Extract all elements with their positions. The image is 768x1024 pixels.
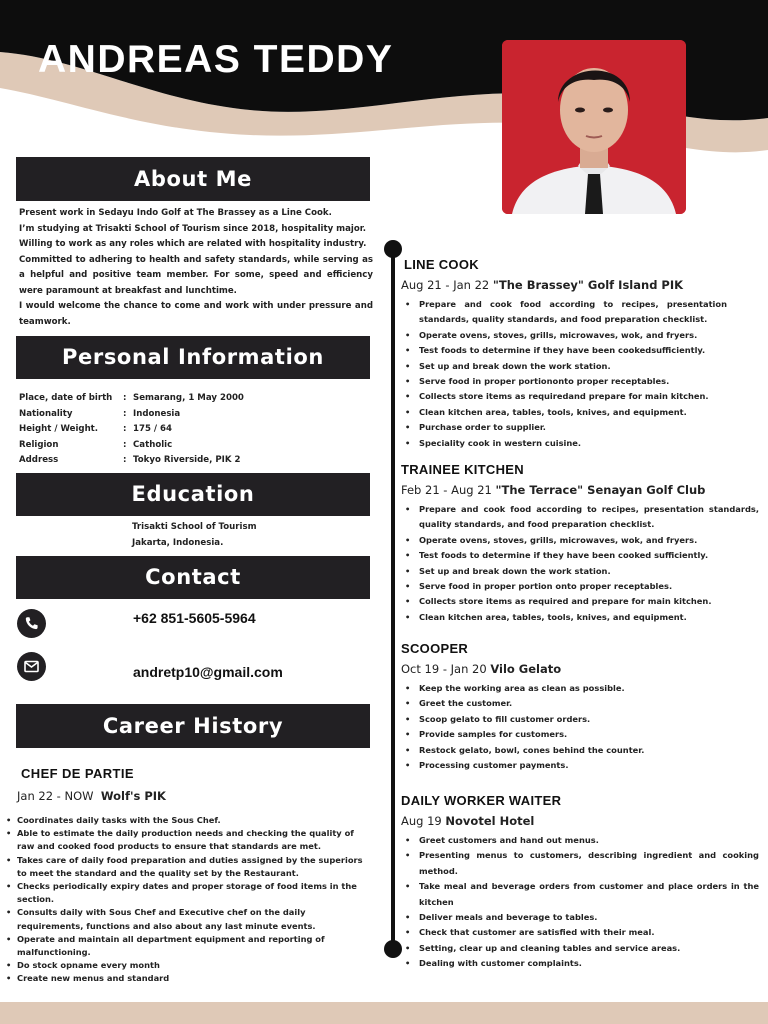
info-row	[19, 453, 244, 469]
duty-item: • Serve food in proper portiononto proper receptables.	[405, 374, 727, 389]
duty-item: • Keep the working area as clean as possible.	[405, 681, 759, 696]
info-label: Place, date of birth	[19, 393, 113, 403]
duty-item: • Coordinates daily tasks with the Sous Chef.	[5, 814, 371, 827]
info-value: Catholic	[133, 439, 173, 450]
duty-item: • Operate ovens, stoves, grills, microwaves, wok, and fryers.	[405, 533, 759, 548]
education-school: Trisakti School of Tourism	[132, 522, 257, 532]
timeline-job	[401, 257, 759, 451]
job-date-range: Jan 22 - NOW	[17, 789, 94, 803]
duty-item: • Checks periodically expiry dates and proper storage of food items in the section.	[5, 880, 371, 906]
job-date	[401, 814, 759, 828]
duty-item: • Set up and break down the work station.	[405, 359, 727, 374]
job-date	[17, 789, 166, 803]
info-value: Semarang, 1 May 2000	[133, 393, 244, 403]
job-place: Vilo Gelato	[490, 662, 562, 676]
duty-item: • Test foods to determine if they have been cooked sufficiently.	[405, 548, 759, 563]
info-row	[19, 422, 244, 438]
job-date	[401, 662, 759, 676]
job-date-range: Aug 21 - Jan 22	[401, 278, 490, 292]
duty-item: • Clean kitchen area, tables, tools, knives, and equipment.	[405, 610, 759, 625]
career-history-heading: Career History	[16, 704, 370, 748]
duty-list	[405, 297, 727, 451]
timeline-dot-bottom	[384, 940, 402, 958]
mail-icon	[17, 652, 46, 681]
duty-item: • Operate ovens, stoves, grills, microwaves, wok, and fryers.	[405, 328, 727, 343]
email-address[interactable]: andretp10@gmail.com	[133, 664, 283, 680]
personal-info-heading: Personal Information	[16, 336, 370, 379]
info-colon: :	[123, 393, 127, 403]
timeline-dot-top	[384, 240, 402, 258]
duty-item: • Purchase order to supplier.	[405, 420, 727, 435]
duty-item: • Do stock opname every month	[5, 959, 371, 972]
duty-item: • Check that customer are satisfied with their meal.	[405, 925, 759, 940]
job-place: "The Brassey" Golf Island PIK	[492, 278, 684, 292]
portrait-illustration	[502, 40, 686, 214]
about-heading: About Me	[16, 157, 370, 201]
about-paragraph: Willing to work as any roles which are related with hospitality industry.	[19, 239, 367, 249]
info-label: Nationality	[19, 408, 73, 419]
info-colon: :	[123, 424, 127, 434]
duty-item: • Collects store items as requiredand prepare for main kitchen.	[405, 389, 727, 404]
timeline-line	[391, 249, 395, 950]
duty-item: • Presenting menus to customers, describing ingredient and cooking method.	[405, 848, 759, 879]
info-label: Height / Weight.	[19, 424, 99, 434]
job-place: "The Terrace" Senayan Golf Club	[495, 483, 706, 497]
duty-item: • Restock gelato, bowl, cones behind the counter.	[405, 743, 759, 758]
duty-item: • Operate and maintain all department equipment and reporting of malfunctioning.	[5, 933, 371, 959]
job-date-range: Feb 21 - Aug 21	[401, 483, 492, 497]
info-value: Indonesia	[133, 408, 181, 419]
duty-item: • Test foods to determine if they have been cookedsufficiently.	[405, 343, 727, 358]
education-heading: Education	[16, 473, 370, 516]
duty-item: • Prepare and cook food according to recipes, presentation standards, quality standards, and food preparation checklist.	[405, 502, 759, 533]
about-paragraph: I would welcome the chance to come and work with under pressure and teamwork.	[19, 301, 373, 327]
duty-item: • Provide samples for customers.	[405, 727, 759, 742]
personal-info-table	[19, 391, 244, 469]
duty-list	[405, 681, 759, 773]
info-value: 175 / 64	[133, 424, 173, 434]
about-text	[19, 206, 373, 330]
info-colon: :	[123, 455, 127, 465]
duty-item: • Dealing with customer complaints.	[405, 956, 759, 971]
phone-icon	[17, 609, 46, 638]
timeline-job	[401, 641, 759, 773]
timeline-job	[401, 462, 759, 625]
duty-item: • Prepare and cook food according to recipes, presentation standards, quality standards, and food preparation checklist.	[405, 297, 727, 328]
duty-item: • Take meal and beverage orders from customer and place orders in the kitchen	[405, 879, 759, 910]
info-row	[19, 438, 244, 454]
contact-heading: Contact	[16, 556, 370, 599]
info-label: Address	[19, 455, 59, 465]
info-colon: :	[123, 408, 127, 419]
candidate-name: ANDREAS TEDDY	[38, 38, 394, 81]
duty-list	[405, 502, 759, 625]
timeline-job	[401, 793, 759, 972]
info-label: Religion	[19, 439, 59, 450]
duty-item: • Takes care of daily food preparation and duties assigned by the superiors to meet the standard and the quality set by the Restaurant.	[5, 854, 371, 880]
duty-item: • Able to estimate the daily production needs and checking the quality of raw and cooked food products to ensure that standards are met.	[5, 827, 371, 853]
about-paragraph: I’m studying at Trisakti School of Tourism since 2018, hospitality major.	[19, 223, 367, 234]
job-date-range: Aug 19	[401, 814, 442, 828]
job-title: TRAINEE KITCHEN	[401, 462, 524, 477]
job-date	[401, 278, 759, 292]
duty-item: • Consults daily with Sous Chef and Executive chef on the daily requirements, functions and also about any last minute events.	[5, 906, 371, 932]
duty-item: • Serve food in proper portion onto proper receptables.	[405, 579, 759, 594]
duty-list	[5, 814, 371, 986]
job-title: SCOOPER	[401, 641, 469, 656]
about-paragraph: Present work in Sedayu Indo Golf at The Brassey as a Line Cook.	[19, 208, 332, 218]
info-value: Tokyo Riverside, PIK 2	[133, 455, 241, 465]
info-colon: :	[123, 439, 127, 450]
footer-band	[0, 1002, 768, 1024]
job-date	[401, 483, 759, 497]
duty-item: • Greet customers and hand out menus.	[405, 833, 759, 848]
info-row	[19, 407, 244, 423]
duty-list	[405, 833, 759, 972]
job-title: CHEF DE PARTIE	[21, 766, 134, 781]
duty-item: • Setting, clear up and cleaning tables and service areas.	[405, 941, 759, 956]
duty-item: • Create new menus and standard	[5, 972, 371, 985]
duty-item: • Deliver meals and beverage to tables.	[405, 910, 759, 925]
duty-item: • Collects store items as required and prepare for main kitchen.	[405, 594, 759, 609]
portrait-photo	[502, 40, 686, 214]
job-date-range: Oct 19 - Jan 20	[401, 662, 487, 676]
phone-number[interactable]: +62 851-5605-5964	[133, 610, 256, 626]
duty-item: • Clean kitchen area, tables, tools, knives, and equipment.	[405, 405, 727, 420]
duty-item: • Set up and break down the work station.	[405, 564, 759, 579]
duty-item: • Greet the customer.	[405, 696, 759, 711]
info-row	[19, 391, 244, 407]
duty-item: • Scoop gelato to fill customer orders.	[405, 712, 759, 727]
education-text	[132, 520, 257, 551]
education-location: Jakarta, Indonesia.	[132, 537, 224, 548]
about-paragraph: Committed to adhering to health and safety standards, while serving as a helpful and positive team member. For some, speed and efficiency were paramount at breakfast and lunchtime.	[19, 254, 373, 296]
job-place: Wolf's PIK	[100, 789, 166, 803]
duty-item: • Speciality cook in western cuisine.	[405, 436, 727, 451]
job-place: Novotel Hotel	[445, 814, 535, 828]
duty-item: • Processing customer payments.	[405, 758, 759, 773]
job-title: LINE COOK	[404, 257, 479, 272]
job-title: DAILY WORKER WAITER	[401, 793, 562, 808]
